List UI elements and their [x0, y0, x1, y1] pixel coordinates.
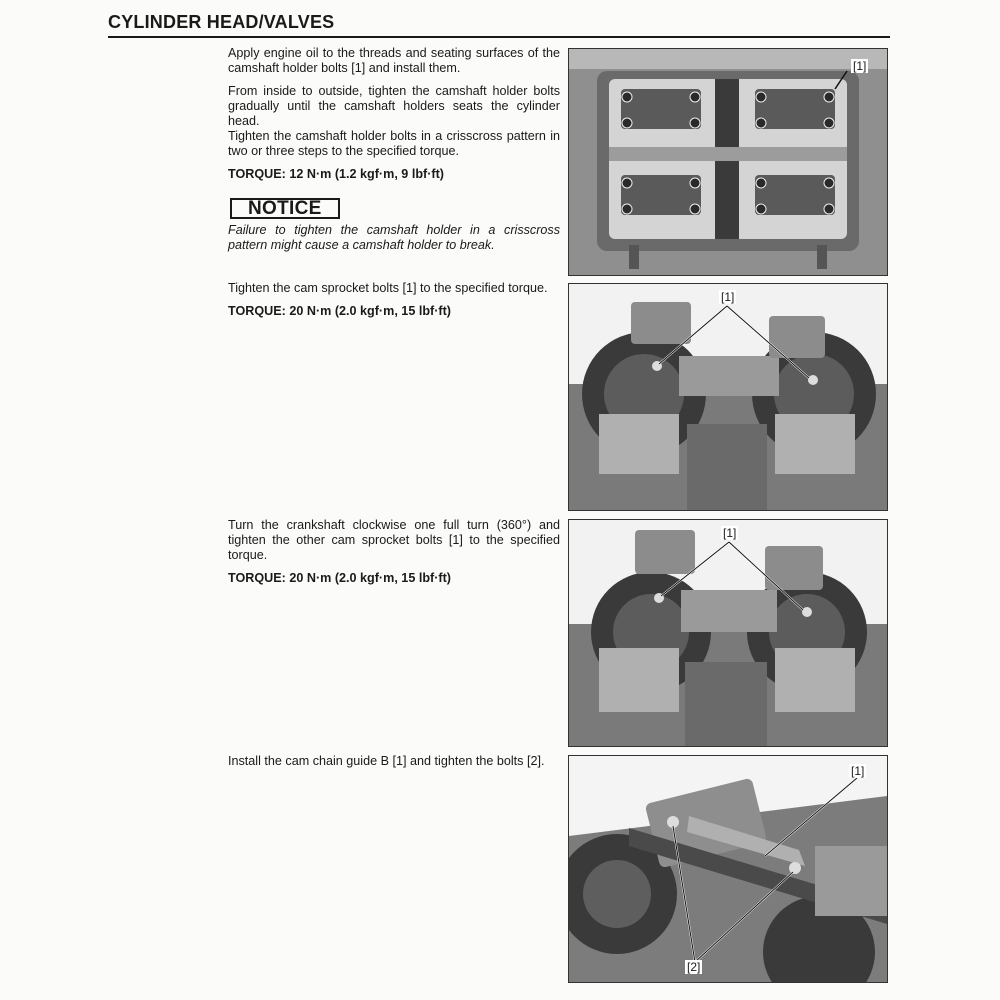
figure-cam-sprocket-bolts: [568, 283, 888, 511]
step-2-para-1: Tighten the cam sprocket bolts [1] to the specified torque.: [228, 281, 548, 295]
figure-3-callout: [1]: [723, 526, 737, 540]
figure-cam-chain-guide: [568, 755, 888, 983]
page-title: CYLINDER HEAD/VALVES: [108, 12, 335, 32]
figure-other-cam-sprocket-bolts: [568, 519, 888, 747]
camshaft-holders-photo: [569, 49, 887, 275]
step-2-text: [228, 281, 560, 327]
figure-4-callout-2: [2]: [687, 960, 701, 974]
step-3-torque: TORQUE: 20 N·m (2.0 kgf·m, 15 lbf·ft): [228, 571, 451, 585]
step-3-text: [228, 518, 560, 594]
cam-sprocket-photo: [569, 284, 887, 510]
step-1-text: [228, 46, 560, 261]
step-1-torque: TORQUE: 12 N·m (1.2 kgf·m, 9 lbf·ft): [228, 167, 444, 181]
section-header: [108, 12, 890, 38]
other-cam-sprocket-photo: [569, 520, 887, 746]
notice-box: NOTICE: [230, 198, 340, 219]
step-4-para-1: Install the cam chain guide B [1] and tighten the bolts [2].: [228, 754, 545, 768]
step-1-para-3: Tighten the camshaft holder bolts in a crisscross pattern in two or three steps to the specified torque.: [228, 129, 560, 158]
notice-text: Failure to tighten the camshaft holder in a crisscross pattern might cause a camshaft holder to break.: [228, 223, 560, 252]
cam-chain-guide-photo: [569, 756, 887, 982]
figure-camshaft-holders: [568, 48, 888, 276]
step-2-torque: TORQUE: 20 N·m (2.0 kgf·m, 15 lbf·ft): [228, 304, 451, 318]
step-1-para-1: Apply engine oil to the threads and seating surfaces of the camshaft holder bolts [1] and install them.: [228, 46, 560, 75]
step-4-text: [228, 754, 560, 777]
figure-2-callout: [1]: [721, 290, 735, 304]
figure-4-callout-1: [1]: [851, 764, 865, 778]
figure-1-callout: [1]: [853, 59, 867, 73]
step-1-para-2: From inside to outside, tighten the camshaft holder bolts gradually until the camshaft holders seats the cylinder head.: [228, 84, 560, 128]
step-3-para-1: Turn the crankshaft clockwise one full turn (360°) and tighten the other cam sprocket bolts [1] to the specified torque.: [228, 518, 560, 562]
